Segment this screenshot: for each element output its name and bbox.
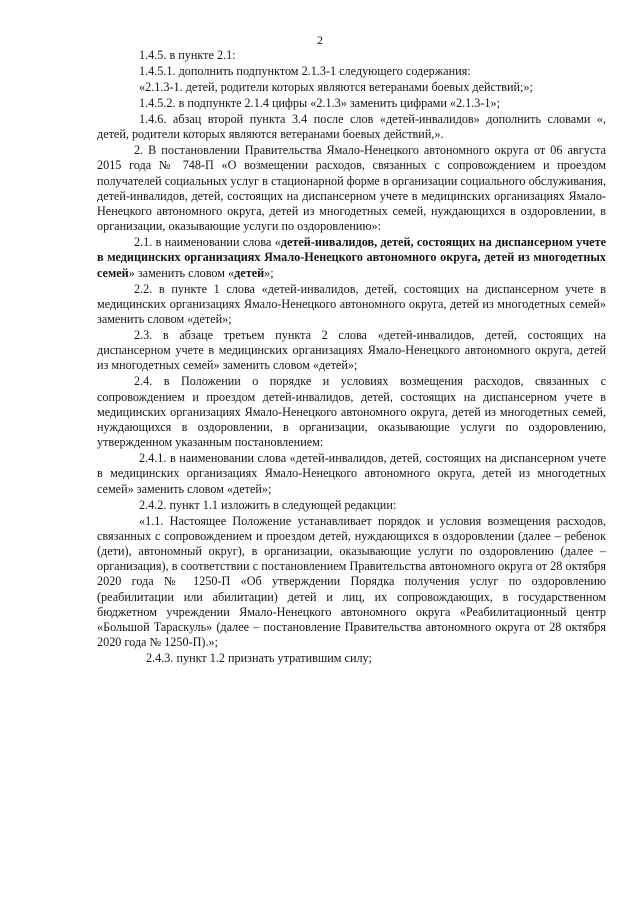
paragraph-2-4: 2.4. в Положении о порядке и условиях возмещения расходов, связанных с сопровождением и проездом детей-инвалидов, детей, состоящих на диспансерном учете в медицинских организациях Ямало-Ненецкого автономного округа, детей из многодетных семей, нуждающихся в оздоровлении, в организации, оказывающие услуги по оздоровлению, утвержденном указанным постановлением: [97,374,606,450]
paragraph-2-4-1: 2.4.1. в наименовании слова «детей-инвалидов, детей, состоящих на диспансерном учете в медицинских организациях Ямало-Ненецкого автономного округа, детей из многодетных семей» заменить словом «детей»; [97,451,606,496]
paragraph-2-1-middle: » заменить словом « [128,265,235,280]
paragraph-2-1-bold-phrase: детей-инвалидов, детей, состоящих на диспансерном учете в медицинских организациях Ямало-Ненецкого автономного округа, детей из многодетных семей [97,235,606,280]
paragraph-2-1-before: 2.1. в наименовании слова « [134,235,281,250]
paragraph-2-3: 2.3. в абзаце третьем пункта 2 слова «детей-инвалидов, детей, состоящих на диспансерном учете в медицинских организациях Ямало-Ненецкого автономного округа, детей из многодетных семей» заменить словом «детей»; [97,328,606,373]
paragraph-2: 2. В постановлении Правительства Ямало-Ненецкого автономного округа от 06 августа 2015 года № 748-П «О возмещении расходов, связанных с сопровождением и проездом получателей социальных услуг в стационарной форме в организации социального обслуживания, детей-инвалидов, детей, состоящих на диспансерном учете в медицинских организациях Ямало-Ненецкого автономного округа, детей из многодетных семей, нуждающихся в оздоровлении, в организации, оказывающие услуги по оздоровлению»: [97,143,606,234]
paragraph-2-1-3-1-quote: «2.1.3-1. детей, родители которых являются ветеранами боевых действий;»; [139,80,533,94]
paragraph-1-4-5-2: 1.4.5.2. в подпункте 2.1.4 цифры «2.1.3» заменить цифрами «2.1.3-1»; [139,96,501,110]
paragraph-2-4-2: 2.4.2. пункт 1.1 изложить в следующей редакции: [139,497,397,512]
paragraph-1-1-quote: «1.1. Настоящее Положение устанавливает порядок и условия возмещения расходов, связанных с сопровождением и проездом детей, нуждающихся в оздоровлении (далее – ребенок (дети), автономный округ), в организации, оказывающие услуги по оздоровлению (далее – организация), в соответствии с постановлением Правительства автономного округа от 28 октября 2020 года № 1250-П «Об утверждении Порядка получения услуг по оздоровлению (реабилитации или абилитации) детей и лиц, их сопровождающих, в государственном бюджетном учреждении Ямало-Ненецкого автономного округа «Реабилитационный центр «Большой Тараскуль» (далее – постановление Правительства автономного округа от 28 октября 2020 года № 1250-П).»; [97,513,606,650]
paragraph-2-2: 2.2. в пункте 1 слова «детей-инвалидов, детей, состоящих на диспансерном учете в медицинских организациях Ямало-Ненецкого автономного округа, детей из многодетных семей» заменить словом «детей»; [97,281,606,327]
document-body [97,48,606,667]
paragraph-1-4-5: 1.4.5. в пункте 2.1: [139,48,236,62]
paragraph-1-4-6: 1.4.6. абзац второй пункта 3.4 после слов «детей-инвалидов» дополнить словами «, детей, родители которых являются ветеранами боевых действий,». [97,112,606,142]
page-number: 2 [317,33,323,47]
paragraph-2-1 [97,235,606,281]
paragraph-2-1-bold-word: детей [234,265,265,280]
paragraph-1-4-5-1: 1.4.5.1. дополнить подпунктом 2.1.3-1 следующего содержания: [139,64,471,78]
paragraph-2-4-3: 2.4.3. пункт 1.2 признать утратившим силу; [146,651,372,666]
paragraph-2-1-after: »; [264,265,274,280]
